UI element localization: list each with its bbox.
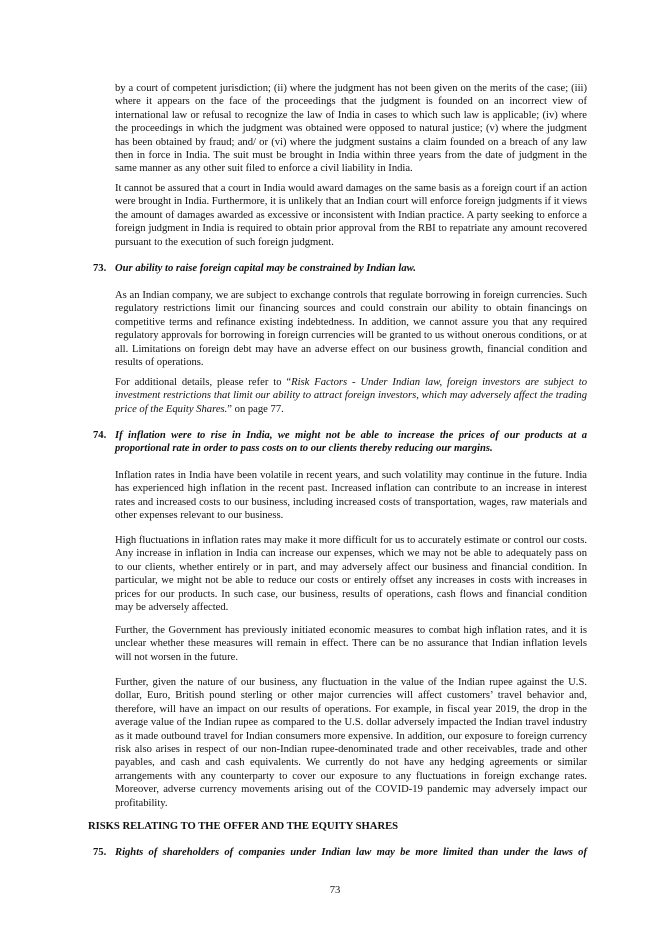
- section-heading: RISKS RELATING TO THE OFFER AND THE EQUITY SHARES: [88, 821, 399, 832]
- risk-heading-73: Our ability to raise foreign capital may be constrained by Indian law.: [115, 263, 416, 274]
- ref-page: ” on page 77.: [227, 403, 284, 415]
- paragraph-currency-fluctuation: Further, given the nature of our business, any fluctuation in the value of the Indian rupee against the U.S. dollar, Euro, British pound sterling or other major currencies will affect customers’ travel behavior and, therefore, will have an impact on our results of operations. For example, in fiscal year 2019, the drop in the average value of the Indian rupee as compared to the U.S. dollar adversely impacted the Indian travel industry as it made outbound travel for Indian consumers more expensive. In addition, our exposure to foreign currency risk also arises in respect of our non-Indian rupee-denominated trade and other receivables, trade and other payables, and cash and cash equivalents. We currently do not have any hedging agreements or similar arrangements with any counterparty to cover our exposure to any fluctuations in foreign exchange rates. Moreover, adverse currency movements arising out of the COVID-19 pandemic may adversely impact our profitability.: [115, 677, 587, 809]
- paragraph-inflation-fluctuations: High fluctuations in inflation rates may make it more difficult for us to accurately estimate or control our costs. Any increase in inflation in India can increase our expenses, which we may not be able to adequately pass on to our clients, whether entirely or in part, and may adversely affect our business and financial condition. In particular, we might not be able to reduce our costs or entirely offset any increases in costs with increases in prices for our products. In such case, our business, results of operations, cash flows and financial condition may be adversely affected.: [115, 535, 587, 614]
- risk-heading-75: Rights of shareholders of companies under Indian law may be more limited than under the laws of: [115, 847, 587, 858]
- paragraph-government-measures: Further, the Government has previously initiated economic measures to combat high inflation rates, and it is unclear whether these measures will remain in effect. There can be no assurance that Indian inflation levels will not worsen in the future.: [115, 625, 587, 663]
- cross-reference: Risk Factors - Under Indian law, foreign investors are subject to investment restrictions that limit our ability to attract foreign investors, which may adversely affect the trading price of the Equity Shares.: [115, 377, 587, 415]
- ref-intro: For additional details, please refer to “: [115, 377, 292, 388]
- paragraph-inflation-volatility: Inflation rates in India have been volatile in recent years, and such volatility may continue in the future. India has experienced high inflation in the recent past. Increased inflation can contribute to an increase in interest rates and increased costs to our business, including increased costs of transportation, wages, raw materials and other expenses relevant to our business.: [115, 470, 587, 522]
- page-number: 73: [329, 885, 341, 896]
- risk-number-75: 75.: [93, 847, 107, 858]
- risk-number-74: 74.: [93, 430, 107, 441]
- risk-number-73: 73.: [93, 263, 107, 274]
- risk-heading-74: If inflation were to rise in India, we might not be able to increase the prices of our products at a proportional rate in order to pass costs on to our clients thereby reducing our margins.: [115, 430, 587, 455]
- paragraph-additional-details: [115, 376, 587, 416]
- paragraph-exchange-controls: As an Indian company, we are subject to exchange controls that regulate borrowing in foreign currencies. Such regulatory restrictions limit our financing sources and could constrain our ability to obtain financings on competitive terms and refinance existing indebtedness. In addition, we cannot assure you that any required regulatory approvals for borrowing in foreign currencies will be granted to us without onerous conditions, or at all. Limitations on foreign debt may have an adverse effect on our business growth, financial condition and results of operations.: [115, 290, 587, 369]
- paragraph-foreign-judgment-conditions: by a court of competent jurisdiction; (ii) where the judgment has not been given on the merits of the case; (iii) where it appears on the face of the proceedings that the judgment is founded on an incorrect view of international law or refusal to recognize the law of India in cases to which such law is applicable; (iv) where the proceedings in which the judgment was obtained were opposed to natural justice; (v) where the judgment has been obtained by fraud; and/ or (vi) where the judgment sustains a claim founded on a breach of any law then in force in India. The suit must be brought in India within three years from the date of judgment in the same manner as any other suit filed to enforce a civil liability in India.: [115, 83, 587, 175]
- paragraph-damages-enforcement: It cannot be assured that a court in India would award damages on the same basis as a foreign court if an action were brought in India. Furthermore, it is unlikely that an Indian court will enforce foreign judgments if it views the amount of damages awarded as excessive or inconsistent with Indian practice. A party seeking to enforce a foreign judgment in India is required to obtain prior approval from the RBI to repatriate any amount recovered pursuant to the execution of such foreign judgment.: [115, 183, 587, 248]
